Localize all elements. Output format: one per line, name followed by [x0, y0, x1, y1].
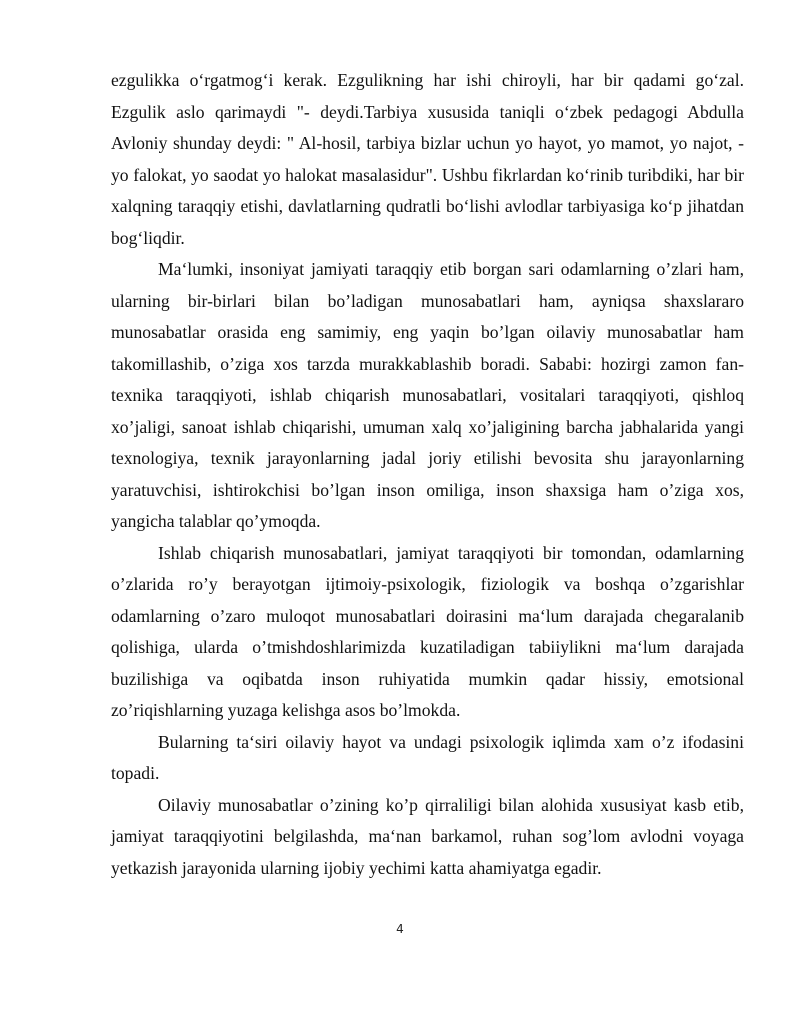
- paragraph-1: ezgulikka oʻrgatmogʻi kerak. Ezgulikning har ishi chiroyli, har bir qadami goʻzal. Ezgulik aslo qarimaydi "- deydi.Tarbiya xususida taniqli oʻzbek pedagogi Abdulla Avloniy shunday deydi: " Al-hosil, tarbiya bizlar uchun yo hayot, yo mamot, yo najot, -yo falokat, yo saodat yo halokat masalasidur". Ushbu fikrlardan koʻrinib turibdiki, har bir xalqning taraqqiy etishi, davlatlarning qudratli boʻlishi avlodlar tarbiyasiga koʻp jihatdan bogʻliqdir.: [111, 70, 744, 248]
- paragraph-4: Bularning taʻsiri oilaviy hayot va undagi psixologik iqlimda xam oʼz ifodasini topadi.: [111, 731, 744, 783]
- paragraph-3: Ishlab chiqarish munosabatlari, jamiyat taraqqiyoti bir tomondan, odamlarning oʼzlarida roʼy berayotgan ijtimoiy-psixologik, fiziologik va boshqa oʼzgarishlar odamlarning oʼzaro muloqot munosabatlari doirasini maʻlum darajada chegaralanib qolishiga, ularda oʼtmishdoshlarimizda kuzatiladigan tabiiylikni maʻlum darajada buzilishiga va oqibatda inson ruhiyatida mumkin qadar hissiy, emotsional zoʼriqishlarning yuzaga kelishga asos boʼlmokda.: [111, 542, 744, 720]
- document-body: [111, 65, 744, 884]
- paragraph-2: Maʻlumki, insoniyat jamiyati taraqqiy etib borgan sari odamlarning oʼzlari ham, ularning bir-birlari bilan boʼladigan munosabatlari ham, ayniqsa shaxslararo munosabatlar orasida eng samimiy, eng yaqin boʼlgan oilaviy munosabatlar ham takomillashib, oʼziga xos tarzda murakkablashib boradi. Sababi: hozirgi zamon fan-texnika taraqqiyoti, ishlab chiqarish munosabatlari, vositalari taraqqiyoti, qishloq xoʼjaligi, sanoat ishlab chiqarishi, umuman xalq xoʼjaligining barcha jabhalarida yangi texnologiya, texnik jarayonlarning jadal joriy etilishi bevosita shu jarayonlarning yaratuvchisi, ishtirokchisi boʼlgan inson omiliga, inson shaxsiga ham oʼziga xos, yangicha talablar qoʼymoqda.: [111, 259, 744, 531]
- page-number: 4: [396, 922, 404, 936]
- paragraph-5: Oilaviy munosabatlar oʼzining koʼp qirraliligi bilan alohida xususiyat kasb etib, jamiyat taraqqiyotini belgilashda, maʻnan barkamol, ruhan sogʼlom avlodni voyaga yetkazish jarayonida ularning ijobiy yechimi katta ahamiyatga egadir.: [111, 794, 744, 878]
